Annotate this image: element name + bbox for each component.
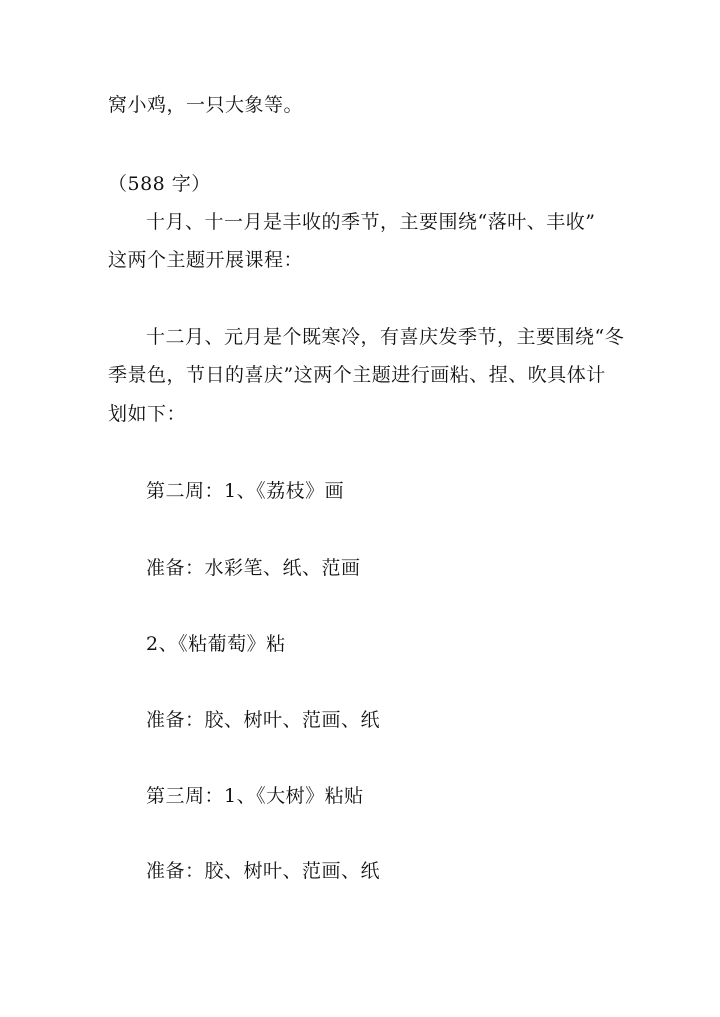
plan-item: 准备：胶、树叶、范画、纸 [146, 860, 381, 882]
paragraph-line: 十二月、元月是个既寒冷，有喜庆发季节，主要围绕“冬 [146, 326, 625, 348]
paragraph-line: 这两个主题开展课程： [108, 249, 304, 271]
plan-item: 准备：水彩笔、纸、范画 [146, 557, 361, 579]
plan-item: 2、《粘葡萄》粘 [146, 633, 286, 655]
paragraph-line: 十月、十一月是丰收的季节，主要围绕“落叶、丰收” [146, 211, 596, 233]
text-line: 窝小鸡，一只大象等。 [108, 94, 304, 116]
plan-item: 准备：胶、树叶、范画、纸 [146, 709, 381, 731]
paragraph-line: 划如下： [108, 403, 187, 425]
word-count: （588 字） [108, 173, 211, 195]
paragraph-line: 季景色，节日的喜庆”这两个主题进行画粘、捏、吹具体计 [108, 364, 606, 386]
plan-item: 第二周：1、《荔枝》画 [146, 480, 345, 502]
plan-item: 第三周：1、《大树》粘贴 [146, 785, 364, 807]
